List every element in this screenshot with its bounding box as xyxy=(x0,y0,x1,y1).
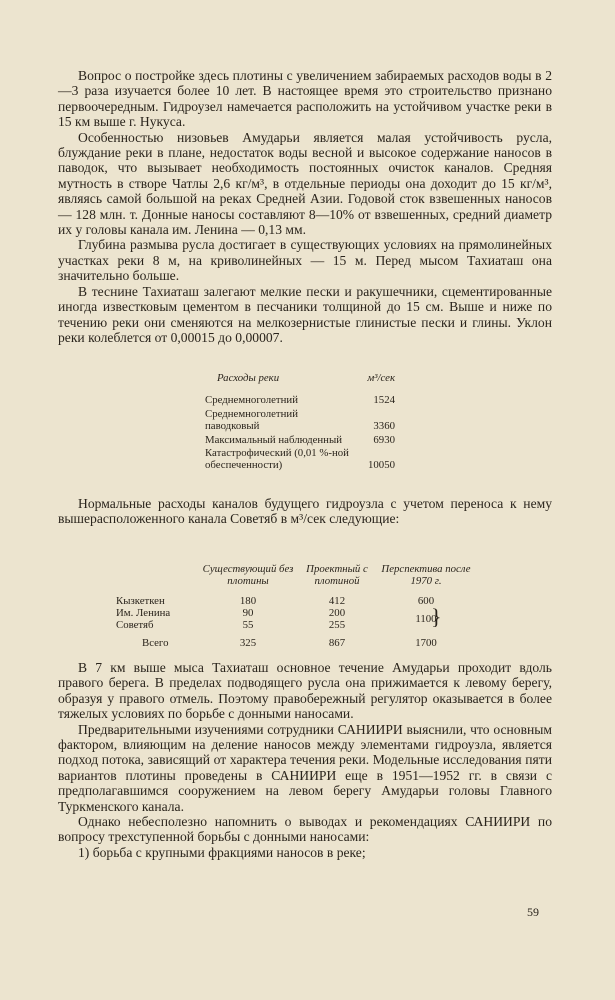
paragraph: В теснине Тахиаташ залегают мелкие пески и ракушечники, сцементированные иногда известковым цементом в песчаники толщиной до 15 см. Выше и ниже по течению реки они сменяются на мелкозернистые глинистые пески и глины. Уклон реки колеблется от 0,00015 до 0,00007. xyxy=(58,283,552,345)
paragraph: Вопрос о постройке здесь плотины с увеличением забираемых расходов воды в 2—3 раза изучается более 10 лет. В настоящее время это строительство признано первоочередным. Гидроузел намечается расположить на устойчивом участке реки в 15 км выше г. Нукуса. xyxy=(58,68,552,130)
table-row xyxy=(205,394,395,406)
column-header: Перспектива после 1970 г. xyxy=(381,563,471,587)
canal-name: Кызкеткен xyxy=(116,595,165,607)
canal-discharge-table xyxy=(116,563,496,649)
paragraph: В 7 км выше мыса Тахиаташ основное течение Амударьи проходит вдоль правого берега. В пределах подводящего русла она прижимается к левому берегу, образуя у правого отмель. Поэтому правобережный регулятор оказывается в более тяжелых условиях по борьбе с донными наносами. xyxy=(58,660,552,722)
paragraph: Однако небесполезно напомнить о выводах и рекомендациях САНИИРИ по вопросу трехступенной борьбы с донными наносами: xyxy=(58,814,552,845)
row-value: 3360 xyxy=(373,420,395,433)
table-row xyxy=(205,447,395,472)
total-project: 867 xyxy=(328,637,346,649)
total-existing: 325 xyxy=(239,637,257,649)
table-header xyxy=(116,563,496,587)
cell-future: 600 xyxy=(417,595,435,607)
list xyxy=(58,845,552,860)
brace-glyph: } xyxy=(431,604,442,629)
table-total-row xyxy=(116,637,496,649)
paragraph: Нормальные расходы каналов будущего гидроузла с учетом переноса к нему вышерасположенного канала Советяб в м³/сек следующие: xyxy=(58,496,552,527)
row-label: Среднемноголетний xyxy=(205,394,298,407)
table-row xyxy=(205,434,395,446)
canal-name: Им. Ленина xyxy=(116,607,171,619)
header-unit: м³/сек xyxy=(367,372,395,384)
cell-existing: 180 xyxy=(239,595,257,607)
total-label: Всего xyxy=(142,637,169,649)
row-value: 10050 xyxy=(368,459,395,472)
cell-existing: 55 xyxy=(242,619,254,631)
list-item: 1) борьба с крупными фракциями наносов в реке; xyxy=(78,844,366,860)
paragraph: Глубина размыва русла достигает в существующих условиях на прямолинейных участках реки 8 м, на криволинейных — 15 м. Перед мысом Тахиаташ она значительно больше. xyxy=(58,237,552,284)
paragraph: Особенностью низовьев Амударьи является малая устойчивость русла, блуждание реки в плане, недостаток воды весной и высокое содержание наносов в паводок, что вызывает необходимость постоянных очисток каналов. Средняя мутность в створе Чатлы 2,6 кг/м³, в отдельные периоды она доходит до 15 кг/м³, являясь самой большой на реках Средней Азии. Годовой сток взвешенных наносов — 128 млн. т. Донные наносы составляют 8—10% от взвешенных, средний диаметр их у головы канала им. Ленина — 0,13 мм. xyxy=(58,129,552,238)
text-block-mid xyxy=(58,496,552,527)
row-label: Среднемноголетний паводковый xyxy=(205,407,298,433)
row-label: Максимальный наблюденный xyxy=(205,433,342,446)
column-header: Проектный с плотиной xyxy=(306,563,368,587)
cell-future-merged: 1100 xyxy=(415,613,437,625)
canal-name: Советяб xyxy=(116,619,154,631)
cell-project: 412 xyxy=(328,595,346,607)
page-number: 59 xyxy=(527,905,539,919)
paragraph: Предварительными изучениями сотрудники САНИИРИ выяснили, что основным фактором, влияющим на деление наносов между элементами гидроузла, является подход потока, зависящий от характера течения реки. Модельные исследования пяти вариантов плотины проведены в САНИИРИ еще в 1951—1952 гг. в связи с предполагавшимся сооружением на левом берегу Амударьи головы Главного Туркменского канала. xyxy=(58,721,552,814)
table-header xyxy=(205,372,395,384)
river-discharge-table xyxy=(205,372,395,472)
header-label: Расходы реки xyxy=(217,372,280,384)
table-row xyxy=(205,408,395,433)
text-block-top xyxy=(58,68,552,345)
text-block-bottom xyxy=(58,660,552,860)
row-value: 1524 xyxy=(373,394,395,407)
cell-project: 200 xyxy=(328,607,346,619)
column-header: Существующий без плотины xyxy=(202,563,294,587)
total-future: 1700 xyxy=(415,637,437,649)
cell-existing: 90 xyxy=(242,607,254,619)
cell-project: 255 xyxy=(328,619,346,631)
row-value: 6930 xyxy=(373,433,395,446)
row-label: Катастрофический (0,01 %-ной обеспеченности) xyxy=(205,447,349,472)
